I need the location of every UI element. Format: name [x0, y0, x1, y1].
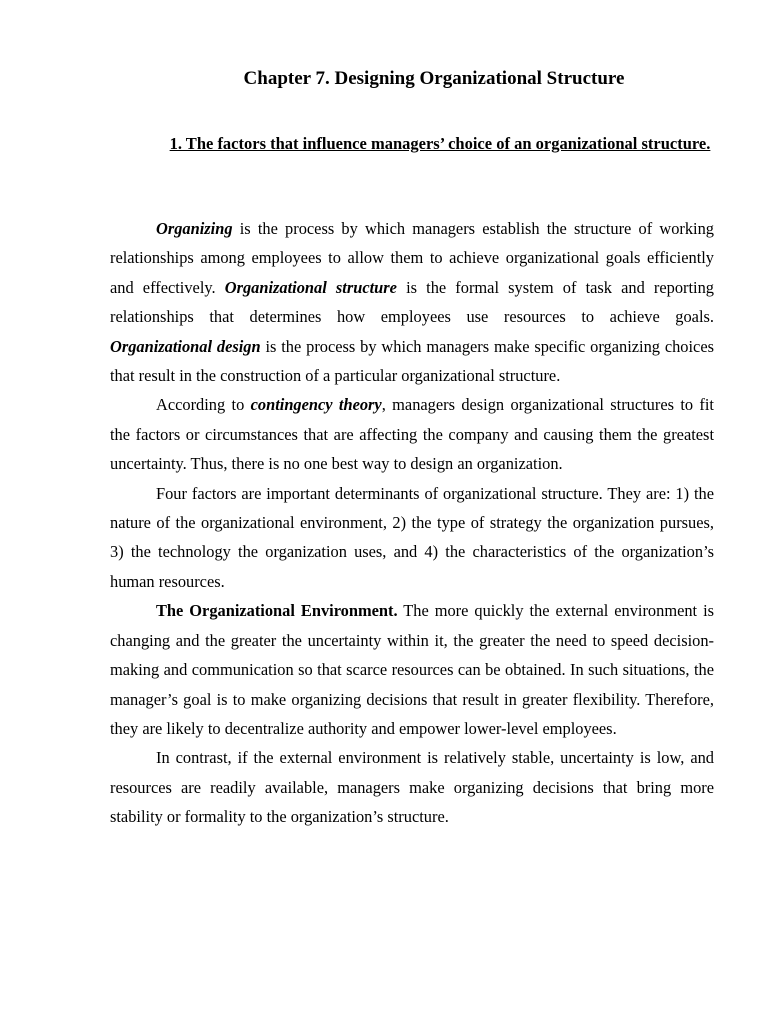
paragraph-text: , managers design organizational structures to fit the factors or circumstances that are affecting the company and causing them the greatest uncertainty. Thus, there is no one best way to design an organization.	[110, 395, 714, 474]
paragraph-contingency-theory	[110, 390, 714, 478]
chapter-title: Chapter 7. Designing Organizational Structure	[243, 68, 625, 89]
paragraph-four-factors	[110, 479, 714, 597]
body-text	[110, 214, 714, 832]
paragraph-text: is the process by which managers make specific organizing choices that result in the construction of a particular organizational structure.	[110, 336, 714, 386]
paragraph-text: In contrast, if the external environment is relatively stable, uncertainty is low, and resources are readily available, managers make organizing decisions that bring more stability or formality to the organization’s structure.	[110, 748, 714, 827]
paragraph-organizational-environment	[110, 596, 714, 743]
paragraph-text: is the formal system of task and reporting relationships that determines how employees use resources to achieve goals.	[110, 277, 715, 327]
paragraph-stable-environment	[110, 743, 714, 831]
section-heading: 1. The factors that influence managers’ choice of an organizational structure.	[169, 134, 711, 153]
paragraph-text: Four factors are important determinants of organizational structure. They are: 1) the nature of the organizational environment, 2) the type of strategy the organization pursues, 3) the technology the organization uses, and 4) the characteristics of the organization’s human resources.	[110, 483, 714, 591]
term-organizational-design: Organizational design	[110, 336, 261, 356]
paragraph-text: is the process by which managers establish the structure of working relationships among employees to allow them to achieve organizational goals efficiently and effectively.	[110, 219, 714, 297]
term-organizing: Organizing	[156, 219, 233, 238]
term-contingency-theory: contingency theory	[250, 395, 382, 415]
paragraph-organizing	[110, 214, 714, 390]
paragraph-text: According to	[156, 395, 251, 415]
term-organizational-structure: Organizational structure	[224, 277, 397, 297]
paragraph-text: The more quickly the external environment is changing and the greater the uncertainty within it, the greater the need to speed decision-making and communication so that scarce resources can be obtained. In such situations, the manager’s goal is to make organizing decisions that result in greater flexibility. Therefore, they are likely to decentralize authority and empower lower-level employees.	[110, 601, 714, 738]
term-organizational-environment: The Organizational Environment.	[156, 601, 398, 621]
